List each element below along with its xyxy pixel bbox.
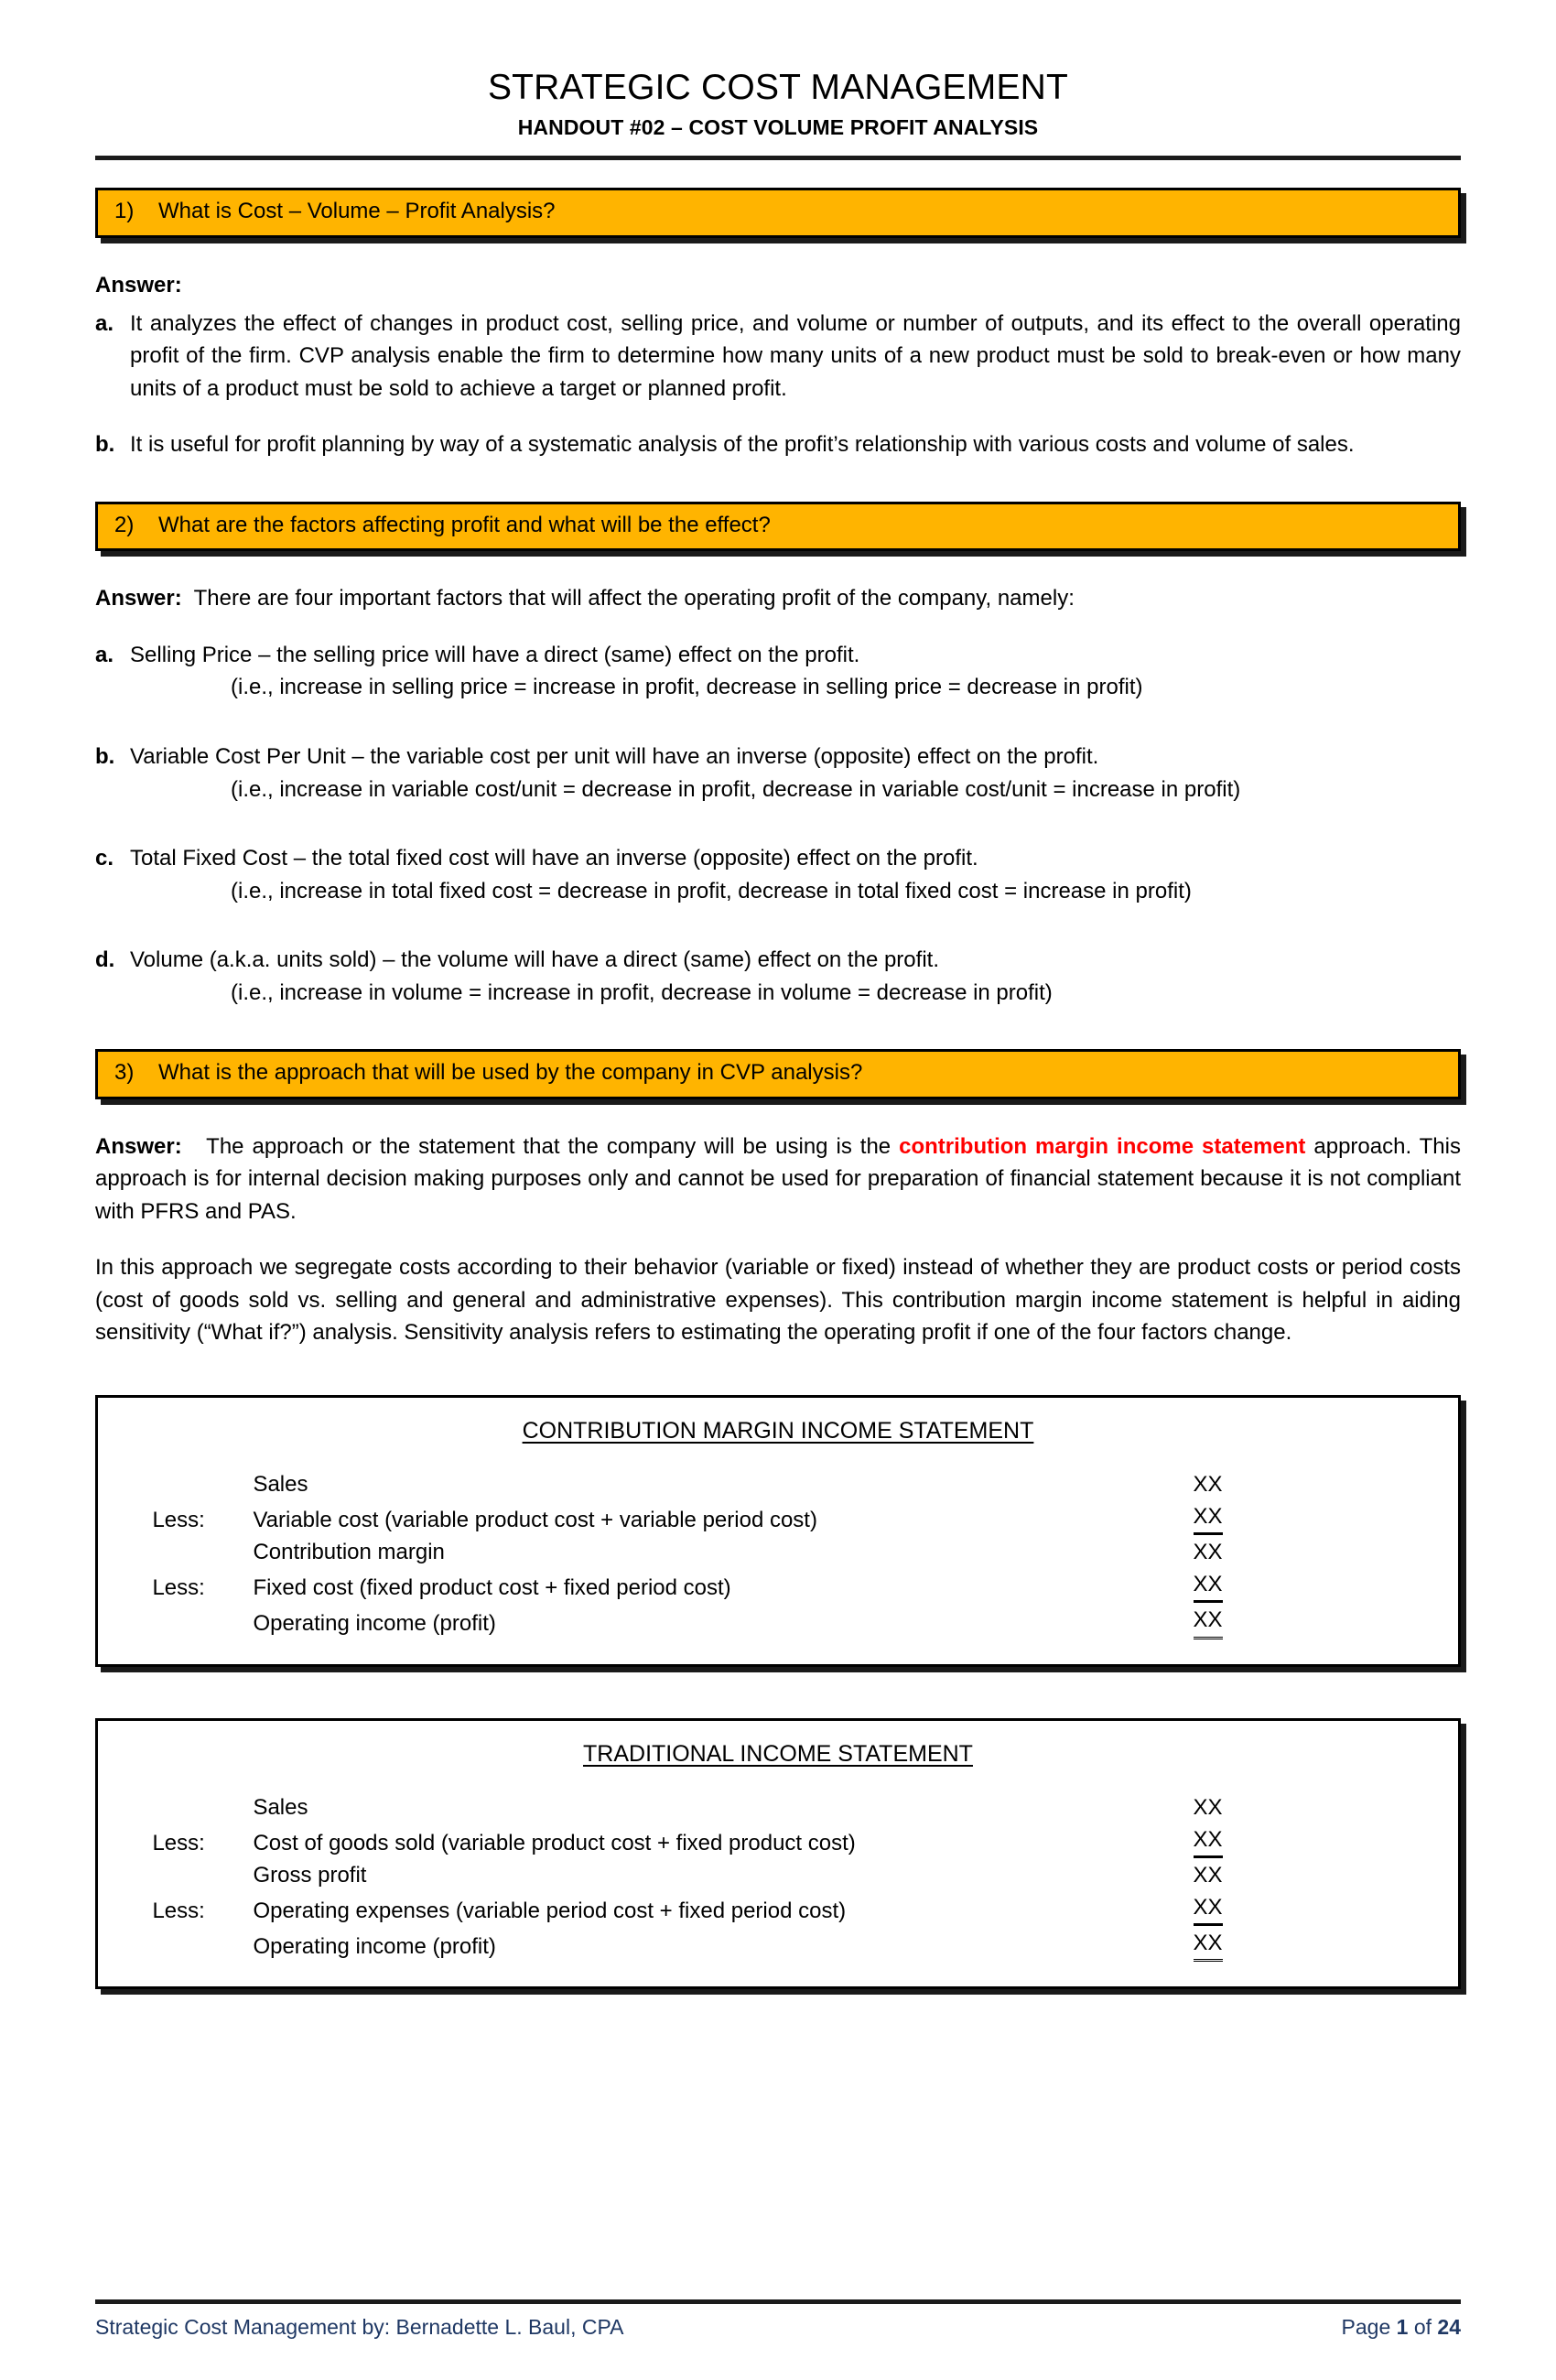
row-amount: XX	[1194, 1501, 1223, 1535]
row-amount: XX	[1194, 1605, 1223, 1639]
section-1	[95, 188, 1461, 460]
row-amount: XX	[1194, 1824, 1223, 1858]
row-amount-cell	[1194, 1791, 1404, 1823]
row-amount-cell	[1194, 1468, 1404, 1500]
list-text: It is useful for profit planning by way of a systematic analysis of the profit’s relationship with various costs and volume of sales.	[130, 432, 1355, 458]
row-less	[152, 1927, 253, 1963]
question-bar-3	[95, 1049, 1461, 1099]
table-row	[152, 1536, 1403, 1568]
question-text-2: What are the factors affecting profit and what will be the effect?	[158, 512, 771, 537]
row-less: Less:	[152, 1830, 205, 1855]
table-row	[152, 1604, 1403, 1639]
question-number-3: 3)	[114, 1060, 135, 1086]
row-less	[152, 1791, 253, 1823]
row-less: Less:	[152, 1575, 205, 1601]
page-title: STRATEGIC COST MANAGEMENT	[487, 68, 1069, 107]
list-text: Variable Cost Per Unit – the variable cost per unit will have an inverse (opposite) effect on the profit. (i.e., increase in variable cost/unit = decrease in profit, decrease in variable cost/unit = increase in profit)	[130, 741, 1461, 806]
table-row	[152, 1500, 1403, 1536]
list-marker: c.	[95, 846, 114, 871]
row-amount-cell	[1194, 1823, 1404, 1859]
list-marker: b.	[95, 432, 115, 458]
section-3	[95, 1049, 1461, 1349]
row-less	[152, 1859, 253, 1891]
footer-page-indicator	[1342, 2315, 1461, 2340]
row-less	[152, 1604, 253, 1639]
paragraph-part-a: The approach or the statement that the company will be using is the	[206, 1133, 900, 1159]
row-amount-cell	[1194, 1500, 1404, 1536]
page-subtitle: HANDOUT #02 – COST VOLUME PROFIT ANALYSIS	[517, 114, 1039, 139]
row-description: Operating income (profit)	[253, 1933, 496, 1959]
footer-page-number: 1	[1396, 2315, 1409, 2339]
table-row	[152, 1927, 1403, 1963]
row-less	[152, 1468, 253, 1500]
answer-paragraph-3a: Answer: The approach or the statement that the company will be using is the contribution margin income statement approach. This approach is for internal decision making purposes only and cannot be used for preparation of financial statement because it is not compliant with PFRS and PAS.	[95, 1133, 1461, 1224]
list-text: It analyzes the effect of changes in product cost, selling price, and volume or number of outputs, and its effect to the overall operating profit of the firm. CVP analysis enable the firm to determine how many units of a new product must be sold to break-even or how many units of a product must be sold to achieve a target or planned profit.	[130, 310, 1461, 401]
list-item	[95, 639, 1461, 704]
statement-table	[152, 1468, 1403, 1640]
list-text: Selling Price – the selling price will have a direct (same) effect on the profit. (i.e., increase in selling price = increase in profit, decrease in selling price = decrease in profit)	[130, 639, 1461, 704]
answer-label-1: Answer:	[95, 273, 182, 298]
table-row	[152, 1891, 1403, 1927]
answer-list-2	[95, 639, 1461, 1009]
answer-lead-text: There are four important factors that will affect the operating profit of the company, namely:	[193, 586, 1075, 611]
table-row	[152, 1568, 1403, 1604]
footer-page-word: Page	[1341, 2315, 1391, 2339]
row-amount: XX	[1194, 1892, 1223, 1926]
question-bar-2	[95, 502, 1461, 552]
list-item	[95, 944, 1461, 1009]
row-amount-cell	[1194, 1536, 1404, 1568]
row-amount: XX	[1194, 1569, 1223, 1603]
row-amount-cell	[1194, 1604, 1404, 1639]
list-text: Total Fixed Cost – the total fixed cost will have an inverse (opposite) effect on the profit. (i.e., increase in total fixed cost = decrease in profit, decrease in total fixed cost = increase in profit)	[130, 842, 1461, 907]
row-less	[152, 1536, 253, 1568]
row-description: Cost of goods sold (variable product cost + fixed product cost)	[253, 1830, 856, 1855]
question-number-2: 2)	[114, 512, 135, 537]
row-amount: XX	[1194, 1928, 1223, 1962]
list-note: (i.e., increase in volume = increase in profit, decrease in volume = decrease in profit)	[231, 979, 1053, 1005]
answer-lead-2: Answer: There are four important factors that will affect the operating profit of the company, namely:	[95, 586, 1075, 611]
list-item	[95, 741, 1461, 806]
document-header	[95, 0, 1461, 140]
row-description: Operating income (profit)	[253, 1611, 496, 1637]
footer-of-word: of	[1413, 2315, 1432, 2339]
list-marker: d.	[95, 947, 115, 973]
row-description: Sales	[253, 1794, 308, 1820]
answer-list-1	[95, 308, 1461, 461]
list-item	[95, 428, 1461, 461]
table-row	[152, 1859, 1403, 1891]
row-amount: XX	[1193, 1471, 1223, 1497]
row-amount-cell	[1194, 1927, 1404, 1963]
statement-table	[152, 1791, 1403, 1964]
table-row	[152, 1823, 1403, 1859]
highlighted-term: contribution margin income statement	[899, 1133, 1306, 1159]
footer-page-total: 24	[1437, 2315, 1461, 2339]
question-bar-1	[95, 188, 1461, 238]
list-item	[95, 842, 1461, 907]
list-marker: a.	[95, 310, 114, 336]
row-less: Less:	[152, 1508, 205, 1533]
list-note: (i.e., increase in selling price = increase in profit, decrease in selling price = decrease in profit)	[231, 675, 1143, 700]
row-amount-cell	[1194, 1859, 1404, 1891]
footer-author: Strategic Cost Management by: Bernadette L. Baul, CPA	[95, 2315, 624, 2339]
question-number-1: 1)	[114, 199, 135, 224]
traditional-income-statement-box	[95, 1718, 1461, 1990]
row-description: Fixed cost (fixed product cost + fixed period cost)	[253, 1575, 731, 1601]
row-description: Sales	[253, 1471, 308, 1497]
statement-title: TRADITIONAL INCOME STATEMENT	[583, 1740, 973, 1767]
row-amount: XX	[1193, 1540, 1223, 1565]
list-text: Volume (a.k.a. units sold) – the volume will have a direct (same) effect on the profit. (i.e., increase in volume = increase in profit, decrease in volume = decrease in profit)	[130, 944, 1461, 1009]
statement-title: CONTRIBUTION MARGIN INCOME STATEMENT	[522, 1417, 1034, 1444]
row-amount: XX	[1193, 1862, 1223, 1888]
row-description: Operating expenses (variable period cost + fixed period cost)	[253, 1898, 847, 1923]
list-note: (i.e., increase in variable cost/unit = decrease in profit, decrease in variable cost/unit = increase in profit)	[231, 776, 1241, 802]
section-2	[95, 502, 1461, 1009]
header-divider	[95, 156, 1461, 160]
row-description: Variable cost (variable product cost + variable period cost)	[253, 1508, 817, 1533]
list-marker: b.	[95, 743, 115, 769]
list-item	[95, 308, 1461, 406]
row-less: Less:	[152, 1898, 205, 1923]
row-amount-cell	[1194, 1891, 1404, 1927]
row-description: Contribution margin	[253, 1540, 445, 1565]
footer-row	[95, 2315, 1461, 2340]
row-amount-cell	[1194, 1568, 1404, 1604]
answer-paragraph-3b: In this approach we segregate costs according to their behavior (variable or fixed) instead of whether they are product costs or period costs (cost of goods sold vs. selling and general and administrative expenses). This contribution margin income statement is helpful in aiding sensitivity (“What if?”) analysis. Sensitivity analysis refers to estimating the operating profit if one of the four factors change.	[95, 1255, 1461, 1346]
contribution-margin-statement-box	[95, 1395, 1461, 1667]
row-description: Gross profit	[253, 1862, 367, 1888]
question-text-1: What is Cost – Volume – Profit Analysis?	[158, 199, 556, 224]
question-text-3: What is the approach that will be used by the company in CVP analysis?	[158, 1060, 863, 1086]
paragraph-part-b: approach. This approach is for internal decision making purposes only and cannot be used for preparation of financial statement because it is not compliant with PFRS and PAS.	[95, 1133, 1461, 1224]
list-marker: a.	[95, 642, 114, 667]
row-amount: XX	[1193, 1794, 1223, 1820]
document-footer	[95, 2299, 1461, 2340]
list-note: (i.e., increase in total fixed cost = decrease in profit, decrease in total fixed cost = increase in profit)	[231, 878, 1192, 903]
footer-divider	[95, 2299, 1461, 2304]
table-row	[152, 1468, 1403, 1500]
table-row	[152, 1791, 1403, 1823]
